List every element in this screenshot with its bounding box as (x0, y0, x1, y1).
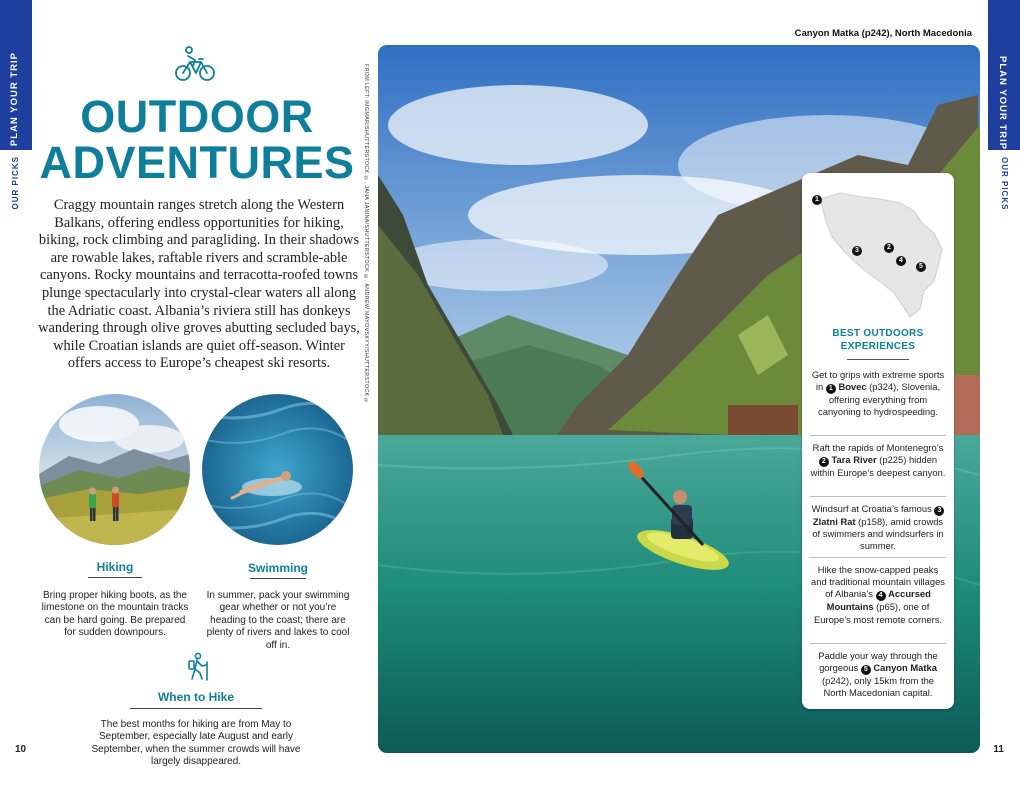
item-place: Zlatni Rat (812, 516, 856, 527)
card-divider (810, 496, 946, 497)
when-to-hike-rule (130, 708, 262, 709)
hiker-icon (185, 652, 211, 682)
page-number-right: 11 (993, 744, 1004, 755)
hiking-heading: Hiking (96, 560, 134, 574)
item-number: 3 (934, 506, 944, 516)
item-number: 2 (819, 457, 829, 467)
card-item: Windsurf at Croatia’s famous 3 Zlatni Rat (p158), amid crowds of swimmers and windsurfers in summer. (811, 503, 944, 552)
page-title (36, 91, 358, 188)
card-item: Get to grips with extreme sports in 1 Bovec (p324), Slovenia, offering everything from canyoning to hydrospeeding. (811, 369, 945, 418)
page-number-left: 10 (15, 744, 27, 755)
map-marker-4: 4 (896, 256, 906, 266)
hiking-photo (39, 394, 190, 545)
card-title-line-1: BEST OUTDOORS (832, 328, 924, 339)
map-marker-2: 2 (884, 243, 894, 253)
left-section-tab (0, 0, 32, 150)
photo-caption: Canyon Matka (p242), North Macedonia (794, 28, 972, 39)
item-place: Canyon Matka (873, 662, 937, 674)
swimming-photo (202, 394, 353, 545)
right-tab-label: PLAN YOUR TRIP (997, 56, 1008, 151)
card-title (802, 327, 954, 353)
swimming-rule (250, 578, 306, 579)
card-divider (810, 435, 946, 436)
hiking-text: Bring proper hiking boots, as the limestone on the mountain tracks can be hard going. Be prepared for sudden downpours. (41, 590, 189, 639)
right-tab-sublabel: OUR PICKS (1000, 157, 1009, 211)
intro-paragraph: Craggy mountain ranges stretch along the Western Balkans, offering endless opportunities for hiking, biking, rock climbing and paragliding. In their shadows are rowable lakes, raftable rivers and scramble-able canyons. Rocky mountains and terracotta-roofed towns plunge spectacularly into crystal-clear waters all along the Adriatic coast. Albania’s riviera still has donkeys wandering through olive groves abutting secluded bays, while Croatian islands are quiet off-season. Winter offers access to Europe’s cheapest ski resorts. (38, 197, 360, 372)
item-place: Accursed Mountains (826, 588, 931, 613)
card-divider (810, 643, 946, 644)
card-title-rule (847, 359, 909, 360)
card-item: Hike the snow-capped peaks and traditional mountain villages of Albania’s 4 Accursed Mountains (p65), one of Europe’s most remote corners. (811, 564, 945, 625)
card-title-line-2: EXPERIENCES (840, 341, 916, 352)
left-tab-sublabel: OUR PICKS (11, 156, 20, 210)
title-line-1: OUTDOOR (80, 91, 314, 142)
map-marker-5: 5 (916, 262, 926, 272)
card-item: Paddle your way through the gorgeous 5 Canyon Matka (p242), only 15km from the North Macedonian capital. (818, 650, 938, 699)
map-marker-3: 3 (852, 246, 862, 256)
left-tab-label: PLAN YOUR TRIP (9, 52, 20, 147)
right-section-tab (988, 0, 1020, 150)
map-marker-1: 1 (812, 195, 822, 205)
item-number: 1 (826, 384, 836, 394)
item-number: 4 (876, 591, 886, 601)
item-place: Tara River (831, 454, 877, 466)
when-to-hike-heading: When to Hike (157, 690, 234, 704)
balkans-map (810, 185, 948, 325)
when-to-hike-text: The best months for hiking are from May to September, especially late August and early September, when the summer crowds will have largely disappeared. (91, 719, 301, 768)
card-divider (810, 557, 946, 558)
swimming-heading: Swimming (247, 561, 308, 575)
best-outdoors-card (802, 173, 954, 709)
title-line-2: ADVENTURES (39, 137, 355, 188)
item-number: 5 (861, 665, 871, 675)
card-item: Raft the rapids of Montenegro’s 2 Tara River (p225) hidden within Europe’s deepest canyon. (810, 442, 946, 479)
item-place: Bovec (838, 381, 867, 393)
hiking-rule (88, 577, 142, 578)
photo-credit: FROM LEFT: IMGMAR/SHUTTERSTOCK ©, JANA JANINA/SHUTTERSTOCK ©, ANDREW MAYOVSKYY/SHUTTERSTOCK © (363, 64, 369, 405)
cyclist-icon (172, 44, 218, 84)
swimming-text: In summer, pack your swimming gear whether or not you’re heading to the coast; there are plenty of rivers and lakes to cool off in. (206, 590, 350, 651)
